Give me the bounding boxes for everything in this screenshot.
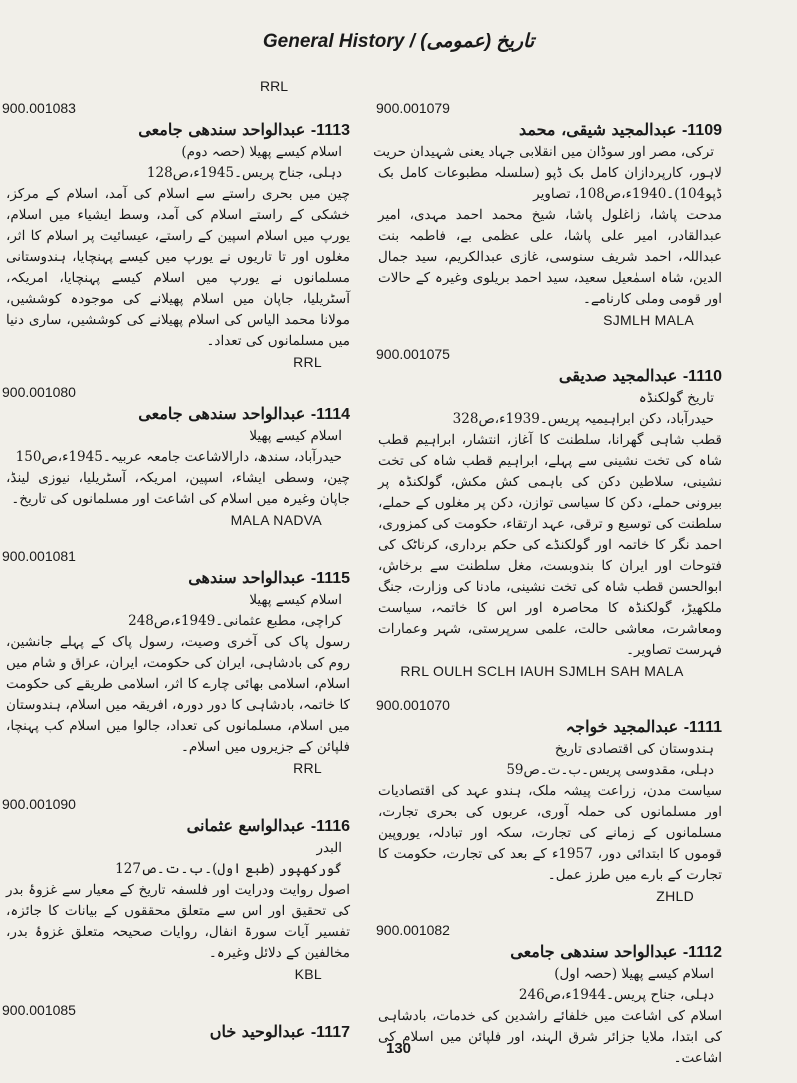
entry-heading: 1110- عبدالمجید صدیقی: [558, 366, 722, 385]
entry-imprint: حیدرآباد، دکن ابراہیمیہ پریس۔1939ء،ص328: [452, 411, 714, 427]
entry-description: چین میں بحری راستے سے اسلام کی آمد، اسلام کے مرکز، خشکی کے راستے اسلام کی آمد، وسط ایشیاء میں اسلام، یورپ میں اسلام اسپین کے راستے، عیسائیت پر اسلام کا اثر، مغلوں اور تا تاریوں نے یورپ میں کیسے پہنچایا، ہندوستانی مسلمانوں نے یورپ میں اسلام کیسے پہنچایا، امریکہ، آسٹریلیا، جاپان میں اسلام پھیلانے کی موجودہ کوششیں، مولانا محمد الیاس کی اسلام پھیلانے کی کوششیں، ساری دنیا میں مسلمانوں کی تعداد۔: [6, 186, 350, 349]
catalog-entry-1111: [372, 697, 742, 904]
entry-imprint: دہلی، جناح پریس۔1944ء،ص246: [518, 987, 714, 1003]
entry-holdings: RRL: [293, 760, 322, 776]
entry-description: اسلام کی اشاعت میں خلفائے راشدین کی خدمات، بادشاہی کی ابتدا، ملایا جزائر شرق الہند، اور فلپائن میں اسلام کی اشاعت۔: [378, 1008, 722, 1066]
entry-title: اسلام کیسے پھیلا (حصہ دوم): [181, 144, 342, 160]
entry-imprint: دہلی، مقدوسی پریس۔ب۔ت۔ص59: [506, 762, 714, 778]
catalog-entry-1109: [372, 100, 742, 328]
top-holdings: RRL: [260, 78, 289, 94]
entry-description: اصول روایت ودرایت اور فلسفہ تاریخ کے معیار سے غزوۂ بدر کی تحقیق اور اس سے متعلق محققوں کے بیانات کا جائزہ، تفسیر آیات سورۃ انفال، روایات صحیحہ متعلق غزوۂ بدر، مخالفین کے دلائل وغیرہ۔: [6, 882, 350, 961]
entry-heading: 1114- عبدالواحد سندھی جامعی: [138, 404, 350, 423]
catalog-entry-1110: [372, 346, 742, 679]
catalog-entry-1116: [0, 796, 370, 982]
accession-number: 900.001070: [376, 697, 450, 713]
entry-title: تاریخ گولکنڈہ: [638, 390, 714, 406]
entry-holdings: SJMLH MALA: [603, 312, 694, 328]
catalog-entry-1117: [0, 1002, 370, 1042]
accession-number: 900.001090: [2, 796, 76, 812]
entry-holdings: RRL: [293, 354, 322, 370]
right-column: [372, 100, 742, 1083]
entry-title: اسلام کیسے پھیلا: [249, 428, 342, 444]
entry-description: چین، وسطی ایشاء، اسپین، امریکہ، آسٹریلیا، نیوزی لینڈ، جاپان وغیرہ میں اسلام کی اشاعت اور مسلمانوں کی تاریخ۔: [6, 470, 350, 507]
entry-description: قطب شاہی گھرانا، سلطنت کا آغاز، انتشار، ابراہیم قطب شاہ کی تخت نشینی سے پہلے، ابراہیم قطب شاہ کی تخت نشینی، سلاطین دکن کی باہمی کش مکش، گولکنڈہ پر بیرونی حملے، دکن کا سیاسی توازن، دکن پر مغلوں کے حملے، سلطنت کی توسیع و ترقی، عہد ارتقاء، حکومت کی کمزوری، احمد نگر کا خاتمہ اور گولکنڈے کی حکم برداری، کرناٹک کی فتوحات اور ایران کا بندوبست، مغل سلطنت سے برخاش، ابوالحسن قطب شاہ کی تخت نشینی، مادنا کی وزارت، جنگ ملکھیڑ، گولکنڈہ کا محاصرہ اور اس کا خاتمہ، سیاست ومعاشرت، معاشی حالت، علمی سرپرستی، شہر وعمارات فہرست تصاویر۔: [378, 432, 722, 658]
accession-number: 900.001085: [2, 1002, 76, 1018]
entry-title: البدر: [316, 840, 342, 856]
entry-imprint: گورکھپور (طبع اول)۔ب۔ت۔ص127: [115, 861, 342, 877]
entry-heading: 1111- عبدالمجید خواجہ: [565, 717, 722, 736]
catalog-entry-1114: [0, 384, 370, 528]
accession-number: 900.001082: [376, 922, 450, 938]
page-header: General History / تاریخ (عمومی): [262, 31, 535, 52]
page-number: 130: [385, 1040, 412, 1057]
entry-imprint: کراچی، مطبع عثمانی۔1949ء،ص248: [128, 613, 342, 629]
catalog-entry-1113: [0, 100, 370, 370]
left-column: [0, 100, 370, 1056]
accession-number: 900.001080: [2, 384, 76, 400]
entry-imprint: لاہور، کارپردازان کامل بک ڈپو (سلسلہ مطبوعات کامل بک ڈپو104)۔1940ء،ص108، تصاویر: [378, 165, 722, 202]
entry-holdings: MALA NADVA: [230, 512, 322, 528]
accession-number: 900.001079: [376, 100, 450, 116]
entry-imprint: حیدرآباد، سندھ، دارالاشاعت جامعہ عربیہ۔1945ء،ص150: [15, 449, 342, 465]
accession-number: 900.001075: [376, 346, 450, 362]
entry-description: رسول پاک کی آخری وصیت، رسول پاک کے پہلے جانشین، روم کی بادشاہی، ایران کی حکومت، ایران، عراق و شام میں اسلام، اسلامی بھائی چارے کا اثر، اسلامی طریقے کی حکومت کا خاتمہ، بادشاہی کا دور دورہ، افریقہ میں اسلام، ہندوستان میں اسلام، مسلمانوں کی تعداد، جالوا میں اسلام کب پہنچا، فلپائن کے جزیروں میں اسلام۔: [6, 634, 350, 755]
accession-number: 900.001083: [2, 100, 76, 116]
entry-heading: 1115- عبدالواحد سندھی: [188, 568, 350, 587]
entry-imprint: دہلی، جناح پریس۔1945ء،ص128: [146, 165, 342, 181]
entry-description: سیاست مدن، زراعت پیشہ ملک، ہندو عہد کی اقتصادیات اور مسلمانوں کی حملہ آوری، عربوں کی بحری تجارت، مسلمانوں کے زمانے کی تجارت، سکہ اور تبادلہ، یوروپین قوموں کا ابتدائی دور، 1957ء کے بعد کی تجارت، حکومت کا تجارت کے بارے میں طرز عمل۔: [378, 783, 722, 883]
entry-description: مدحت پاشا، زاغلول پاشا، شیخ محمد احمد مہدی، امیر عبدالقادر، امیر علی پاشا، علی عظمی بے، فاطمہ بنت عبداللہ، احمد شریف سنوسی، غازی عبدالکریم، سید جمال الدین، شاہ اسمٰعیل سعید، سید احمد بریلوی وغیرہ کے حالات اور قومی وملی کارنامے۔: [378, 207, 722, 307]
entry-title: اسلام کیسے پھیلا: [249, 592, 342, 608]
entry-title: اسلام کیسے پھیلا (حصہ اول): [554, 966, 714, 982]
entry-holdings: ZHLD: [656, 888, 694, 904]
catalog-entry-1115: [0, 548, 370, 776]
entry-heading: 1117- عبدالوحید خاں: [209, 1022, 350, 1041]
entry-holdings: RRL OULH SCLH IAUH SJMLH SAH MALA: [400, 663, 684, 679]
entry-heading: 1116- عبدالواسع عثمانی: [186, 816, 350, 835]
entry-heading: 1113- عبدالواحد سندھی جامعی: [138, 120, 350, 139]
entry-heading: 1109- عبدالمجید شیقی، محمد: [518, 120, 722, 139]
accession-number: 900.001081: [2, 548, 76, 564]
entry-title: ترکی، مصر اور سوڈان میں انقلابی جہاد یعنی شہیدان حریت: [373, 144, 714, 160]
entry-title: ہندوستان کی اقتصادی تاریخ: [554, 741, 714, 757]
entry-holdings: KBL: [294, 966, 322, 982]
entry-heading: 1112- عبدالواحد سندھی جامعی: [510, 942, 722, 961]
